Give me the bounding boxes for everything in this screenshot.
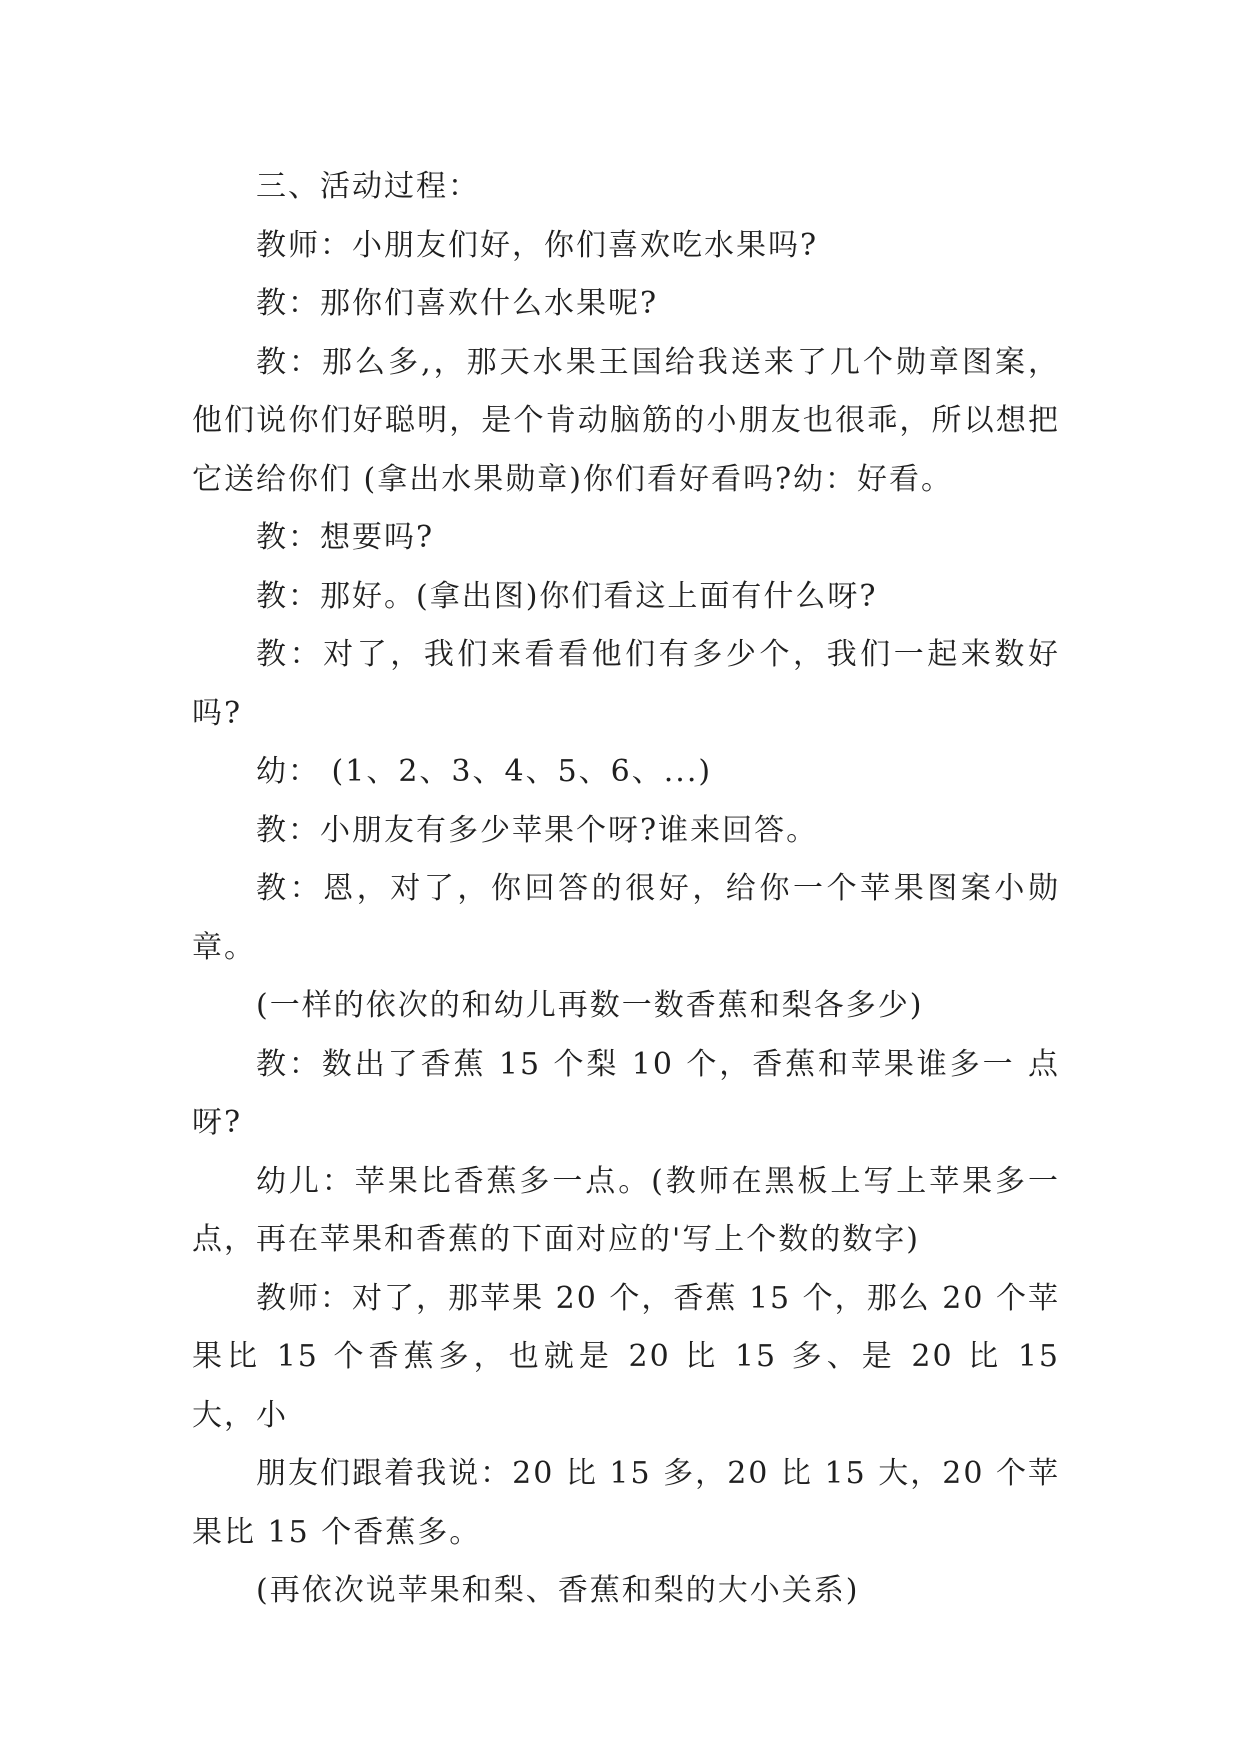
paragraph-2: 教师：小朋友们好，你们喜欢吃水果吗? <box>256 227 819 263</box>
paragraph-9: 教：小朋友有多少苹果个呀?谁来回答。 <box>256 812 819 848</box>
paragraph-8: 幼： (1、2、3、4、5、6、...) <box>256 754 713 789</box>
paragraph-16: (再依次说苹果和梨、香蕉和梨的大小关系) <box>256 1573 860 1608</box>
paragraph-14: 教师：对了，那苹果 20 个，香蕉 15 个，那么 20 个苹果比 15 个香蕉多，也就是 20 比 15 多、是 20 比 15 大，小 <box>192 1280 1060 1433</box>
paragraph-15: 朋友们跟着我说：20 比 15 多，20 比 15 大，20 个苹果比 15 个香蕉多。 <box>192 1456 1060 1550</box>
paragraph-12: 教：数出了香蕉 15 个梨 10 个，香蕉和苹果谁多一 点呀? <box>192 1046 1060 1140</box>
paragraph-1: 三、活动过程： <box>256 169 480 204</box>
paragraph-5: 教：想要吗? <box>256 520 435 555</box>
paragraph-11: (一样的依次的和幼儿再数一数香蕉和梨各多少) <box>256 988 924 1023</box>
paragraph-6: 教：那好。(拿出图)你们看这上面有什么呀? <box>256 578 878 614</box>
document-body <box>192 158 1060 1621</box>
paragraph-13: 幼儿：苹果比香蕉多一点。(教师在黑板上写上苹果多一点，再在苹果和香蕉的下面对应的'写上个数的数字) <box>192 1163 1060 1257</box>
paragraph-10: 教：恩，对了，你回答的很好，给你一个苹果图案小勋章。 <box>192 871 1060 965</box>
paragraph-4: 教：那么多,，那天水果王国给我送来了几个勋章图案，他们说你们好聪明，是个肯动脑筋的小朋友也很乖，所以想把它送给你们 (拿出水果勋章)你们看好看吗?幼：好看。 <box>192 344 1060 497</box>
paragraph-7: 教：对了，我们来看看他们有多少个，我们一起来数好吗? <box>192 637 1060 731</box>
paragraph-3: 教：那你们喜欢什么水果呢? <box>256 286 659 321</box>
